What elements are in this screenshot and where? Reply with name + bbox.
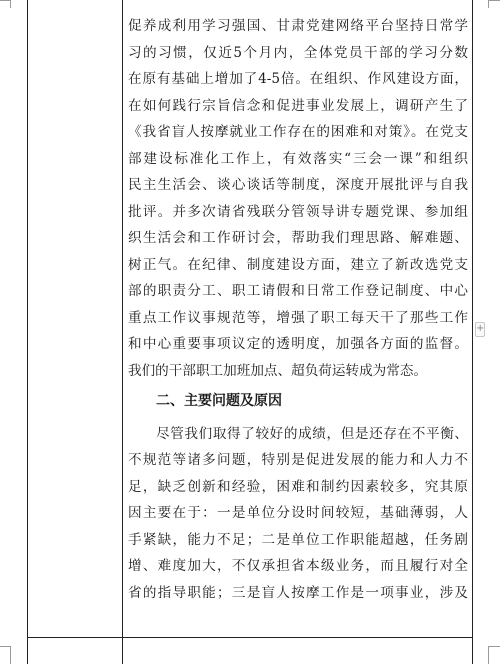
- text-line: 尽管我们取得了较好的成绩，但是还存在不平衡、: [156, 425, 468, 442]
- page-corner-mark: [10, 0, 11, 8]
- text-line: 和中心重要事项议定的透明度，加强各方面的监督。: [128, 336, 468, 352]
- text-line: 习的习惯，仅近5个月内，全体党员干部的学习分数: [128, 44, 468, 61]
- page-corner-mark: [0, 646, 10, 647]
- text-line: 我们的干部职工加班加点、超负荷运转成为常态。: [128, 362, 428, 379]
- page-corner-mark: [10, 646, 11, 664]
- page-corner-mark: [488, 0, 489, 8]
- page-corner-mark: [488, 646, 489, 664]
- text-line: 省的指导职能；三是盲人按摩工作是一项事业，涉及: [128, 584, 468, 601]
- page-corner-mark: [488, 0, 500, 1]
- text-line: 促养成利用学习强国、甘肃党建网络平台坚持日常学: [128, 18, 468, 34]
- text-line: 树正气。在纪律、制度建设方面，建立了新改选党支: [128, 256, 468, 273]
- text-line: 足，缺乏创新和经验，困难和制约因素较多，究其原: [128, 478, 468, 495]
- page-corner-mark: [0, 0, 10, 1]
- text-line: 重点工作议事规范等，增强了职工每天干了那些工作: [128, 309, 468, 326]
- text-line: 增、难度加大，不仅承担省本级业务，而且履行对全: [128, 558, 468, 574]
- table-column-divider: [122, 0, 123, 664]
- text-line: 织生活会和工作研讨会，帮助我们理思路、解难题、: [128, 230, 468, 246]
- text-line: 民主生活会、谈心谈话等制度，深度开展批评与自我: [128, 177, 468, 193]
- text-line: 因主要在于：一是单位分设时间较短，基础薄弱，人: [128, 505, 468, 521]
- text-line: 批评。并多次请省残联分管领导讲专题党课、参加组: [128, 203, 468, 220]
- paragraph-1: [128, 15, 468, 386]
- text-line: 部的职责分工、职工请假和日常工作登记制度、中心: [128, 283, 468, 299]
- table-bottom-border: [27, 637, 473, 638]
- page-corner-mark: [488, 646, 500, 647]
- section-heading: 二、主要问题及原因: [156, 393, 282, 409]
- text-line: 在如何践行宗旨信念和促进事业发展上，调研产生了: [128, 97, 468, 114]
- text-line: 不规范等诸多问题，特别是促进发展的能力和人力不: [128, 452, 468, 468]
- text-line: 《我省盲人按摩就业工作存在的困难和对策》。在党支: [128, 124, 468, 140]
- table-cell-content[interactable]: [128, 15, 468, 608]
- text-line: 手紧缺，能力不足；二是单位工作职能超越，任务剧: [128, 531, 468, 548]
- text-line: 在原有基础上增加了4-5倍。在组织、作风建设方面，: [128, 71, 468, 87]
- paragraph-2: [128, 423, 468, 609]
- text-line: 部建设标准化工作上，有效落实“三会一课”和组织: [128, 150, 468, 167]
- table-resize-handle[interactable]: +: [475, 322, 485, 337]
